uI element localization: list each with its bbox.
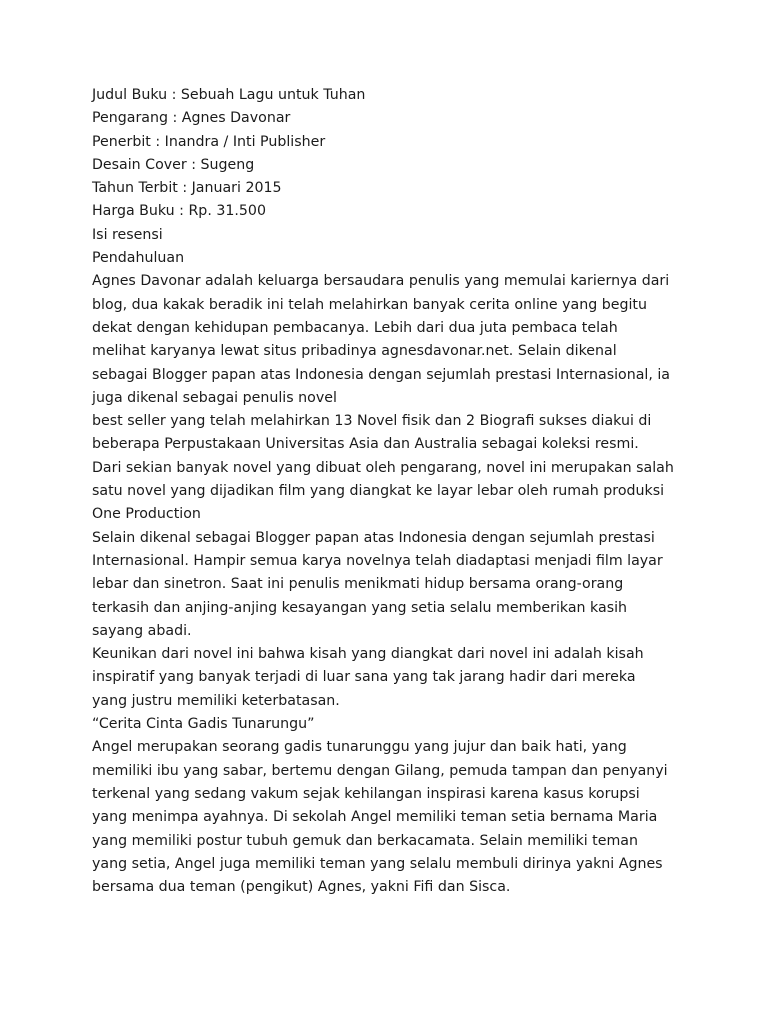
body-text-line: satu novel yang dijadikan film yang diangkat ke layar lebar oleh rumah produksi xyxy=(92,483,665,500)
section-heading-review: Isi resensi xyxy=(92,226,163,243)
body-text-line: dekat dengan kehidupan pembacanya. Lebih dari dua juta pembaca telah xyxy=(92,319,618,336)
body-text-line: memiliki ibu yang sabar, bertemu dengan Gilang, pemuda tampan dan penyanyi xyxy=(92,762,668,779)
body-text-line: terkenal yang sedang vakum sejak kehilangan inspirasi karena kasus korupsi xyxy=(92,785,640,802)
meta-cover-design-line: Desain Cover : Sugeng xyxy=(92,156,255,173)
body-text-line: melihat karyanya lewat situs pribadinya agnesdavonar.net. Selain dikenal xyxy=(92,343,617,360)
meta-year-line: Tahun Terbit : Januari 2015 xyxy=(92,180,282,197)
body-text-line: sayang abadi. xyxy=(92,622,192,639)
body-text-line: terkasih dan anjing-anjing kesayangan yang setia selalu memberikan kasih xyxy=(92,599,628,616)
body-text-line: One Production xyxy=(92,506,201,523)
body-text-line: Dari sekian banyak novel yang dibuat oleh pengarang, novel ini merupakan salah xyxy=(92,459,674,476)
body-text-line: blog, dua kakak beradik ini telah melahirkan banyak cerita online yang begitu xyxy=(92,296,647,313)
body-text-line: Selain dikenal sebagai Blogger papan atas Indonesia dengan sejumlah prestasi xyxy=(92,529,655,546)
body-text-line: yang justru memiliki keterbatasan. xyxy=(92,692,340,709)
body-text-line: best seller yang telah melahirkan 13 Novel fisik dan 2 Biografi sukses diakui di xyxy=(92,413,652,430)
body-text-line: Agnes Davonar adalah keluarga bersaudara penulis yang memulai kariernya dari xyxy=(92,273,670,290)
document-body xyxy=(92,84,692,899)
meta-price-line: Harga Buku : Rp. 31.500 xyxy=(92,203,266,220)
body-text-line: lebar dan sinetron. Saat ini penulis menikmati hidup bersama orang-orang xyxy=(92,576,624,593)
body-text-line: sebagai Blogger papan atas Indonesia dengan sejumlah prestasi Internasional, ia xyxy=(92,366,671,383)
body-text-line: juga dikenal sebagai penulis novel xyxy=(92,389,337,406)
body-text-line: yang setia, Angel juga memiliki teman yang selalu membuli dirinya yakni Agnes xyxy=(92,855,663,872)
body-text-line: Angel merupakan seorang gadis tunarunggu yang jujur dan baik hati, yang xyxy=(92,739,627,756)
meta-title-line: Judul Buku : Sebuah Lagu untuk Tuhan xyxy=(92,87,366,103)
body-text-line: beberapa Perpustakaan Universitas Asia dan Australia sebagai koleksi resmi. xyxy=(92,436,639,453)
body-text-line: Internasional. Hampir semua karya novelnya telah diadaptasi menjadi film layar xyxy=(92,552,663,569)
body-text-line: Keunikan dari novel ini bahwa kisah yang diangkat dari novel ini adalah kisah xyxy=(92,646,644,663)
story-subtitle: “Cerita Cinta Gadis Tunarungu” xyxy=(92,716,315,733)
body-text-line: bersama dua teman (pengikut) Agnes, yakni Fifi dan Sisca. xyxy=(92,879,511,896)
meta-publisher-line: Penerbit : Inandra / Inti Publisher xyxy=(92,133,326,150)
section-heading-intro: Pendahuluan xyxy=(92,250,185,267)
body-text-line: inspiratif yang banyak terjadi di luar sana yang tak jarang hadir dari mereka xyxy=(92,669,636,686)
meta-author-line: Pengarang : Agnes Davonar xyxy=(92,110,291,127)
body-text-line: yang memiliki postur tubuh gemuk dan berkacamata. Selain memiliki teman xyxy=(92,832,638,849)
body-text-line: yang menimpa ayahnya. Di sekolah Angel memiliki teman setia bernama Maria xyxy=(92,809,658,826)
